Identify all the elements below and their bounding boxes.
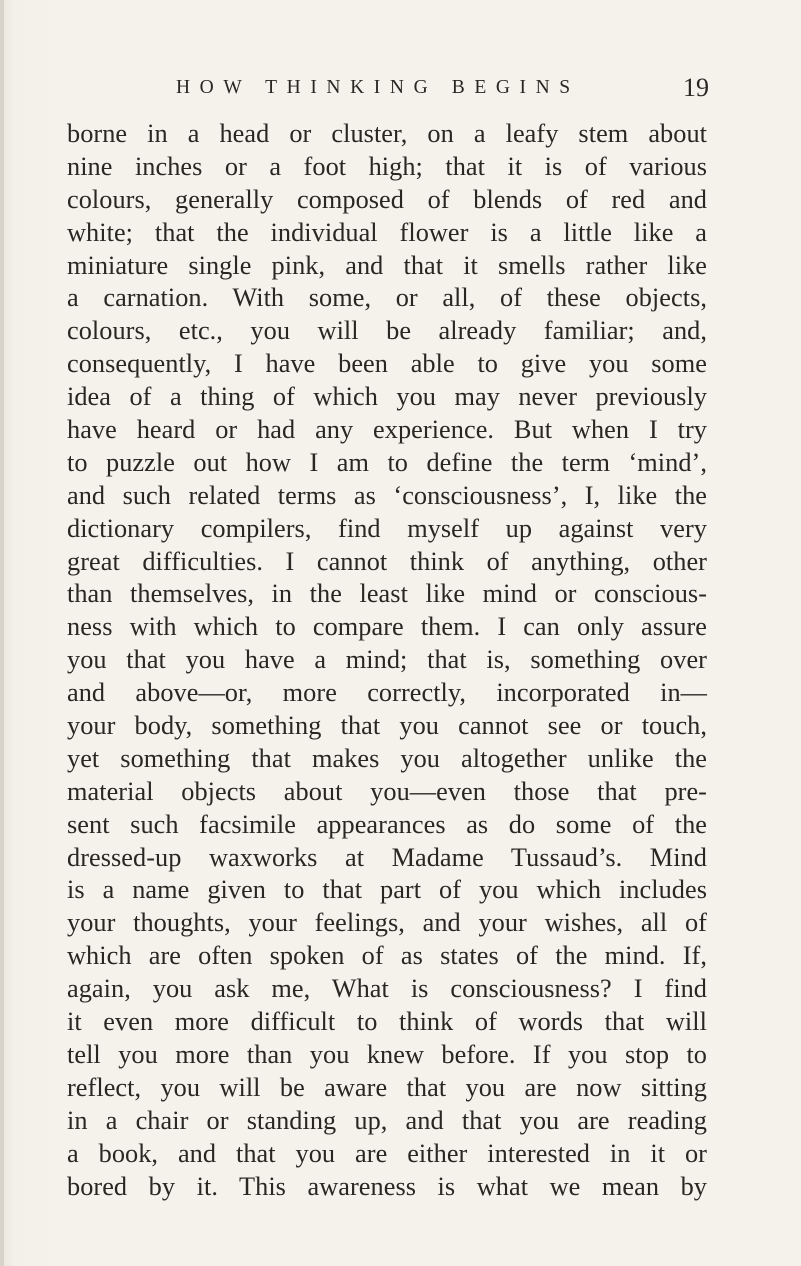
text-line: idea of a thing of which you may never previously — [67, 382, 707, 412]
text-line: bored by it. This awareness is what we mean by — [67, 1171, 707, 1201]
text-line: ness with which to compare them. I can only assure — [67, 612, 707, 642]
text-line: your thoughts, your feelings, and your wishes, all of — [67, 908, 707, 938]
page-number: 19 — [683, 73, 709, 102]
text-line: colours, etc., you will be already familiar; and, — [67, 316, 707, 346]
text-line: miniature single pink, and that it smells rather like — [67, 250, 707, 280]
text-line: again, you ask me, What is consciousness? I find — [67, 974, 707, 1004]
text-line: material objects about you—even those that pre- — [67, 776, 707, 806]
text-line: a book, and that you are either interested in it or — [67, 1138, 707, 1168]
text-line: colours, generally composed of blends of red and — [67, 184, 707, 214]
running-head — [176, 73, 709, 109]
text-line: reflect, you will be aware that you are now sitting — [67, 1072, 707, 1102]
text-line: borne in a head or cluster, on a leafy stem about — [67, 119, 707, 148]
text-line: than themselves, in the least like mind or conscious- — [67, 579, 707, 609]
page-gutter-edge — [0, 0, 4, 1266]
text-line: it even more difficult to think of words that will — [67, 1007, 707, 1037]
text-line: which are often spoken of as states of the mind. If, — [67, 941, 707, 971]
text-line: and above—or, more correctly, incorporated in— — [67, 678, 707, 708]
text-line: you that you have a mind; that is, something over — [67, 645, 707, 675]
running-head-title: HOW THINKING BEGINS — [176, 77, 580, 98]
text-line: in a chair or standing up, and that you are reading — [67, 1105, 707, 1135]
text-line: tell you more than you knew before. If you stop to — [67, 1039, 707, 1069]
text-line: nine inches or a foot high; that it is of various — [67, 151, 707, 181]
text-line: consequently, I have been able to give you some — [67, 349, 707, 379]
text-line: have heard or had any experience. But when I try — [67, 415, 707, 445]
text-line: and such related terms as ‘consciousness’, I, like the — [67, 480, 707, 510]
text-line: a carnation. With some, or all, of these objects, — [67, 283, 707, 313]
text-line: to puzzle out how I am to define the term ‘mind’, — [67, 447, 707, 477]
text-line: is a name given to that part of you which includes — [67, 875, 707, 905]
text-line: yet something that makes you altogether unlike the — [67, 743, 707, 773]
text-line: white; that the individual flower is a little like a — [67, 217, 707, 247]
text-line: sent such facsimile appearances as do some of the — [67, 809, 707, 839]
text-line: dictionary compilers, find myself up against very — [67, 513, 707, 543]
text-line: great difficulties. I cannot think of anything, other — [67, 546, 707, 576]
body-text — [67, 118, 707, 1203]
text-line: your body, something that you cannot see or touch, — [67, 711, 707, 741]
text-line: dressed-up waxworks at Madame Tussaud’s. Mind — [67, 842, 707, 872]
